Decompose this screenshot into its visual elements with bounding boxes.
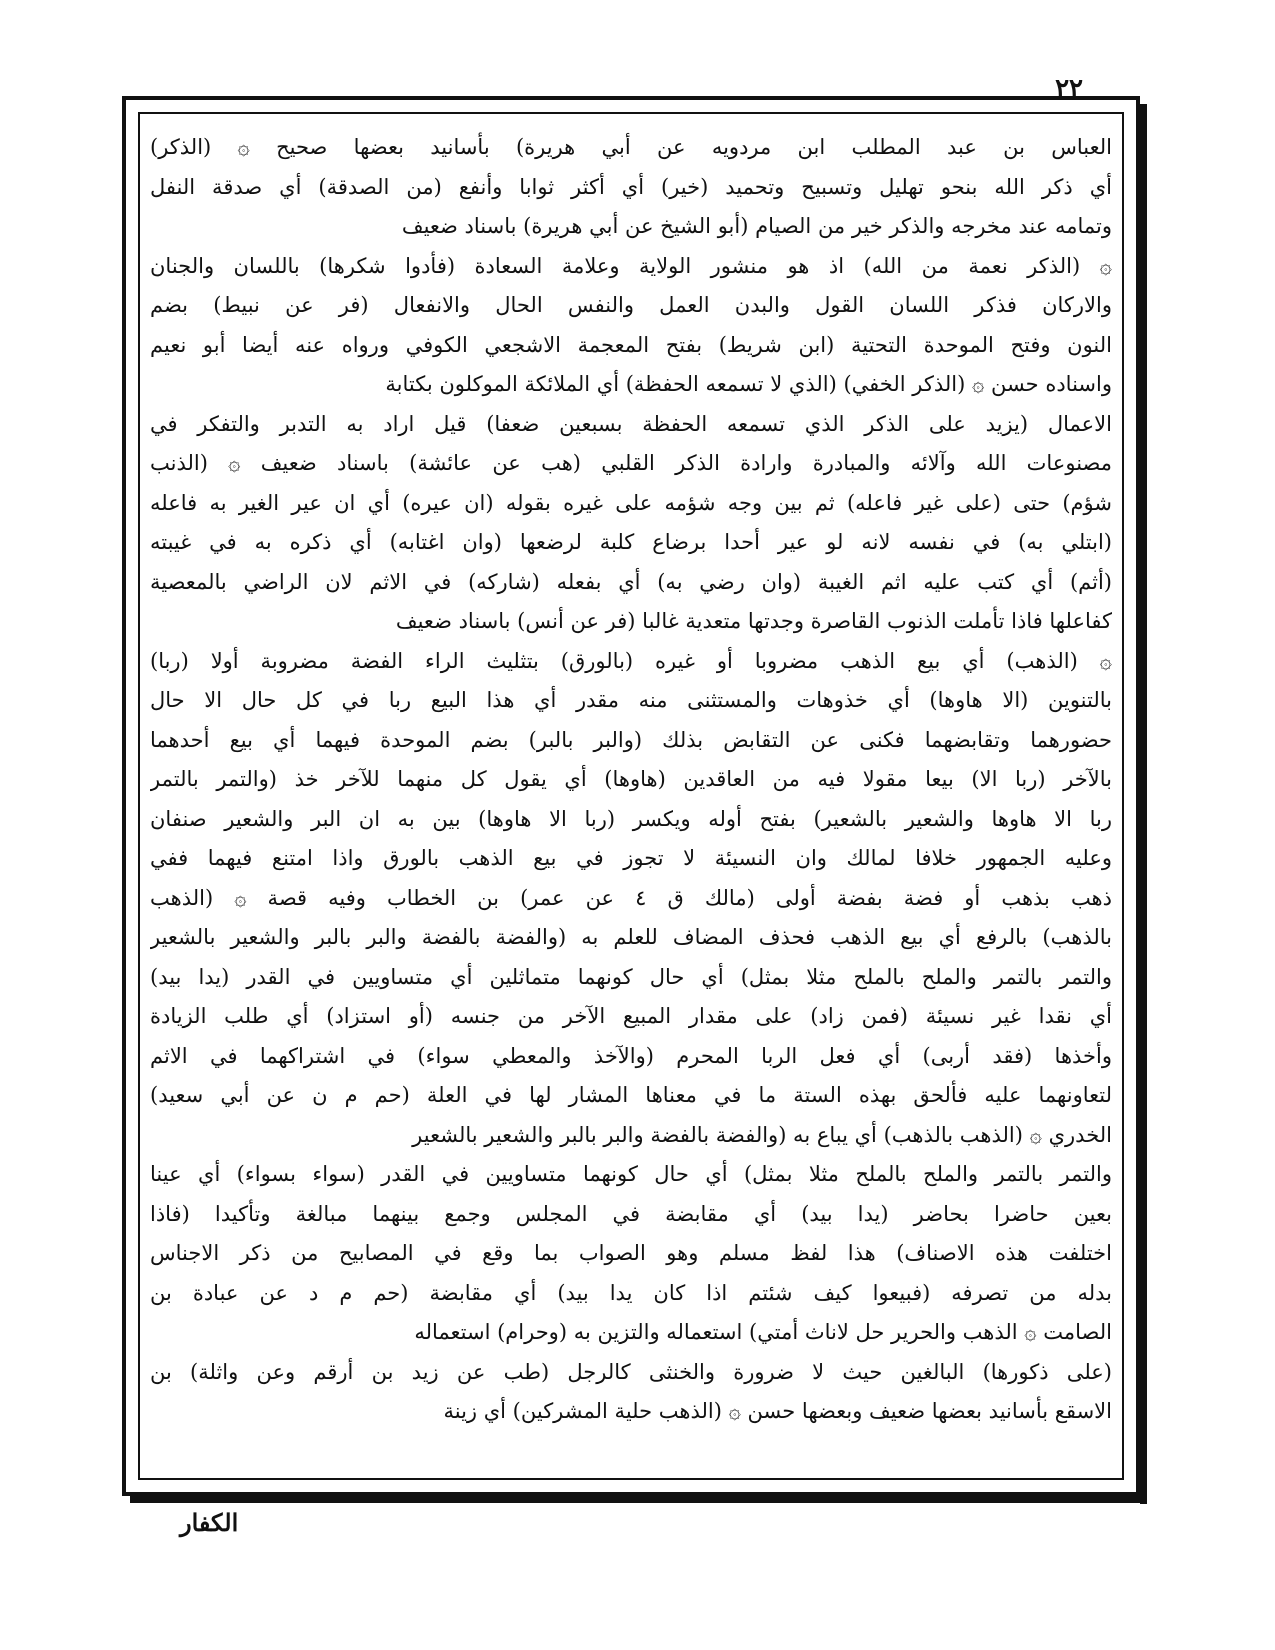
page-frame-shadow-bottom [130,1496,1147,1503]
page-number: ٢٢ [1055,74,1083,104]
catchword: الكفار [180,1508,239,1537]
text-line: ۞ (الذهب) أي بيع الذهب مضروبا أو غيره (بالورق) بتثليث الراء الفضة مضروبة أولا (ربا) [150,648,1112,673]
text-line: العباس بن عبد المطلب ابن مردويه عن أبي هريرة) بأسانيد بعضها صحيح ۞ (الذكر) [150,135,1112,159]
text-line: كفاعلها فاذا تأملت الذنوب القاصرة وجدتها متعدية غالبا (فر عن أنس) باسناد ضعيف [395,609,1112,633]
text-line: الاعمال (يزيد على الذكر الذي تسمعه الحفظة بسبعين ضعفا) قيل اراد به التدبر والتفكر في [150,411,1112,436]
text-line: الخدري ۞ (الذهب بالذهب) أي يباع به (والفضة بالفضة والبر بالبر والشعير بالشعير [412,1122,1112,1147]
text-line: الاسقع بأسانيد بعضها ضعيف وبعضها حسن ۞ (الذهب حلية المشركين) أي زينة [443,1399,1112,1423]
text-line: ذهب بذهب أو فضة بفضة أولى (مالك ق ٤ عن عمر) بن الخطاب وفيه قصة ۞ (الذهب [150,885,1112,910]
text-line: والتمر بالتمر والملح بالملح مثلا بمثل) أي حال كونهما متساويين في القدر (سواء بسواء) أي عينا [150,1162,1112,1186]
text-line: اختلفت هذه الاصناف) هذا لفظ مسلم وهو الصواب بما وقع في المصابيح من ذكر الاجناس [150,1241,1112,1265]
text-line: ۞ (الذكر نعمة من الله) اذ هو منشور الولاية وعلامة السعادة (فأدوا شكرها) باللسان والجنان [150,253,1112,278]
text-line: حضورهما وتقابضهما فكنى عن التقابض بذلك (والبر بالبر) بضم الموحدة فيهما أي بيع أحدهما [150,727,1112,752]
text-line: بالذهب) بالرفع أي بيع الذهب فحذف المضاف للعلم به (والفضة بالفضة والبر بالبر والشعير بالشعير [150,925,1112,949]
text-line: بالتنوين (الا هاوها) أي خذوهات والمستثنى منه مقدر أي هذا البيع ربا في كل حال الا حال [150,688,1112,712]
text-line: (أثم) أي كتب عليه اثم الغيبة (وان رضي به) أي بفعله (شاركه) في الاثم لان الراضي بالمعصية [150,569,1112,594]
text-line: لتعاونهما عليه فألحق بهذه الستة ما في معناها المشار لها في العلة (حم م ن عن أبي سعيد) [150,1083,1112,1107]
text-line: شؤم) حتى (على غير فاعله) ثم بين وجه شؤمه على غيره بقوله (ان عيره) أي ان عير الغير به فاعله [150,490,1112,515]
text-line: بدله من تصرفه (فبيعوا كيف شئتم اذا كان يدا بيد) أي مقابضة (حم م د عن عبادة بن [150,1280,1112,1305]
text-line: (ابتلي به) في نفسه لانه لو عير أحدا برضاع كلبة لرضعها (وان اغتابه) أي ذكره به في غيبته [150,530,1112,554]
text-line: والاركان فذكر اللسان القول والبدن العمل والنفس الحال والانفعال (فر عن نبيط) بضم [150,293,1112,317]
text-line: بعين حاضرا بحاضر (يدا بيد) أي مقابضة في المجلس وجمع بينهما مبالغة وتأكيدا (فاذا [150,1201,1112,1226]
text-line: بالآخر (ربا الا) بيعا مقولا فيه من العاقدين (هاوها) أي يقول كل منهما للآخر خذ (والتمر بالتمر [150,767,1112,791]
text-line: أي نقدا غير نسيئة (فمن زاد) على مقدار المبيع الآخر من جنسه (أو استزاد) أي طلب الزيادة [150,1004,1112,1028]
text-line: ربا الا هاوها والشعير بالشعير) بفتح أوله ويكسر (ربا الا هاوها) بين به ان البر والشعير صنفان [150,806,1112,831]
text-line: والتمر بالتمر والملح بالملح مثلا بمثل) أي حال كونهما متماثلين أي متساويين في القدر (يدا بيد) [150,964,1112,989]
text-line: (على ذكورها) البالغين حيث لا ضرورة والخنثى كالرجل (طب عن زيد بن أرقم وعن واثلة) بن [150,1359,1112,1384]
text-line: مصنوعات الله وآلائه والمبادرة وارادة الذكر القلبي (هب عن عائشة) باسناد ضعيف ۞ (الذنب [150,451,1112,475]
text-block [150,128,1112,1468]
text-line: وعليه الجمهور خلافا لمالك وان النسيئة لا تجوز في بيع الذهب بالورق واذا امتنع فيهما ففي [150,846,1112,870]
page-frame-shadow-right [1140,104,1147,1504]
text-line: وأخذها (فقد أربى) أي فعل الربا المحرم (والآخذ والمعطي سواء) في اشتراكهما في الاثم [150,1043,1112,1068]
text-line: واسناده حسن ۞ (الذكر الخفي) (الذي لا تسمعه الحفظة) أي الملائكة الموكلون بكتابة [385,372,1112,396]
text-line: الصامت ۞ الذهب والحرير حل لاناث أمتي) استعماله والتزين به (وحرام) استعماله [414,1320,1112,1344]
text-line: وتمامه عند مخرجه والذكر خير من الصيام (أبو الشيخ عن أبي هريرة) باسناد ضعيف [401,214,1112,238]
text-line: النون وفتح الموحدة التحتية (ابن شريط) بفتح المعجمة الاشجعي الكوفي ورواه عنه أيضا أبو نعيم [150,332,1112,357]
text-line: أي ذكر الله بنحو تهليل وتسبيح وتحميد (خير) أي أكثر ثوابا وأنفع (من الصدقة) أي صدقة النفل [150,174,1112,199]
